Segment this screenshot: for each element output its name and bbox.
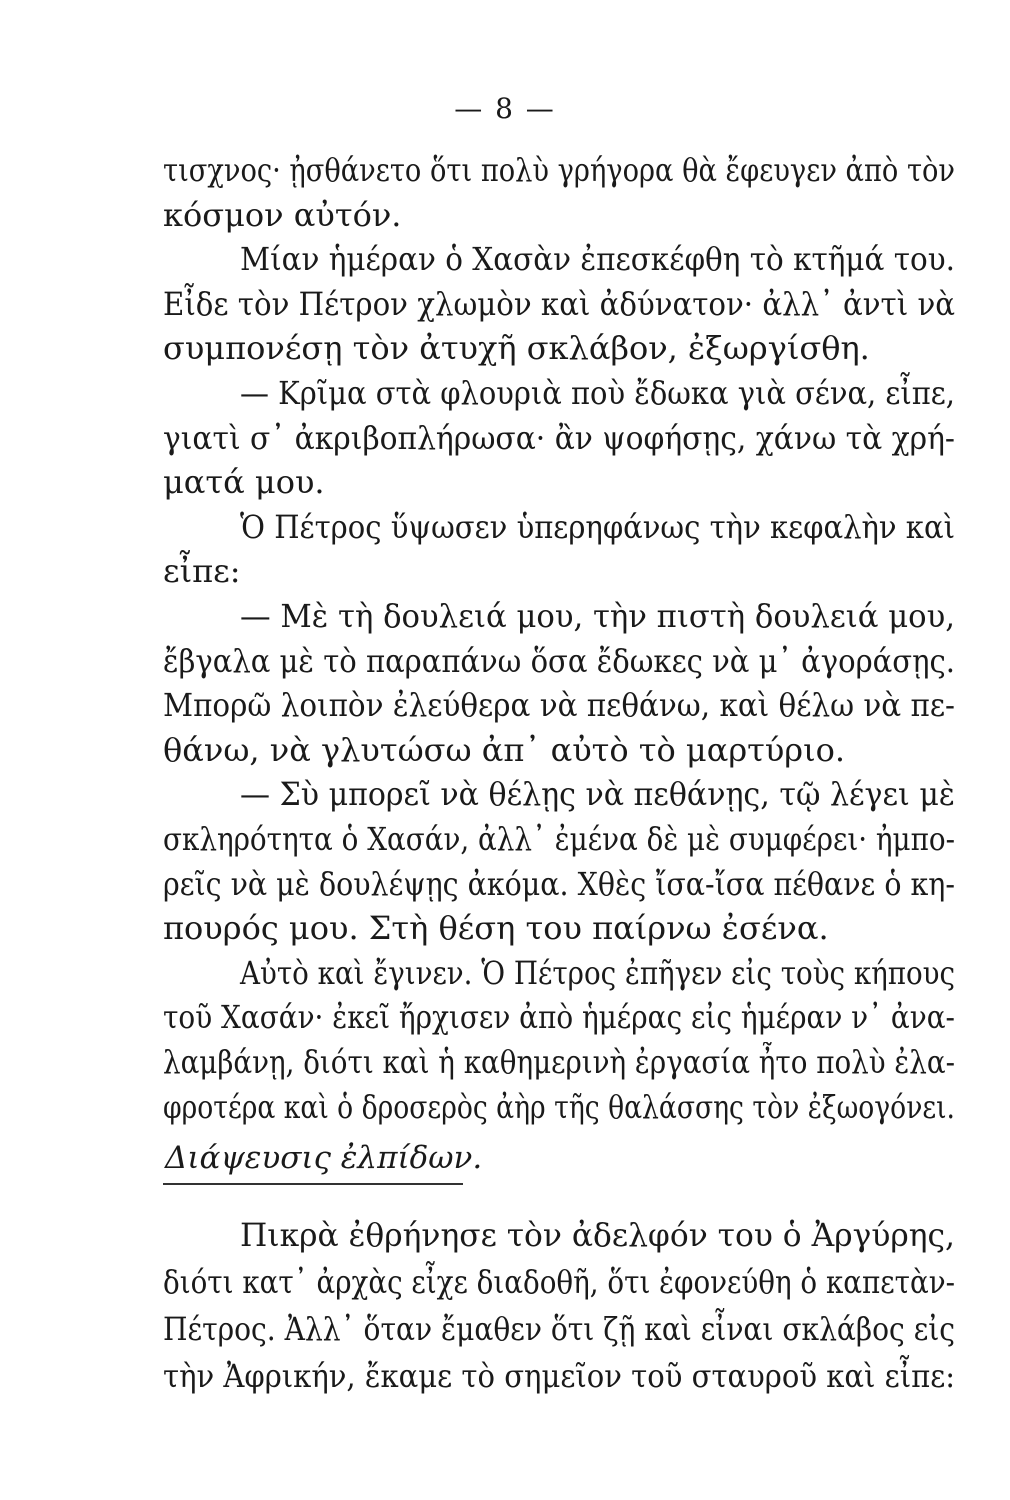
text-line: ματά μου. — [163, 463, 325, 502]
text-line: σκληρότητα ὁ Χασάν, ἀλλ᾽ ἐμένα δὲ μὲ συμφέρει· ἠμπο- — [163, 820, 955, 858]
text-line: συμπονέσῃ τὸν ἀτυχῆ σκλάβον, ἐξωργίσθη. — [163, 329, 870, 368]
text-line: τισχνος· ᾐσθάνετο ὅτι πολὺ γρήγορα θὰ ἔφευγεν ἀπὸ τὸν — [163, 151, 955, 189]
text-line: Μίαν ἡμέραν ὁ Χασὰν ἐπεσκέφθη τὸ κτῆμά του. — [240, 240, 956, 279]
text-line: διότι κατ᾽ ἀρχὰς εἶχε διαδοθῆ, ὅτι ἐφονεύθη ὁ καπετὰν- — [163, 1263, 955, 1301]
heading-underline — [163, 1183, 463, 1185]
text-line: ἔβγαλα μὲ τὸ παραπάνω ὅσα ἔδωκες νὰ μ᾽ ἀγοράσῃς. — [163, 641, 955, 680]
text-line: τὴν Ἀφρικήν, ἔκαμε τὸ σημεῖον τοῦ σταυροῦ καὶ εἶπε: — [163, 1357, 956, 1395]
section-heading: Διάψευσις ἐλπίδων. — [165, 1140, 483, 1176]
text-line: Ὁ Πέτρος ὕψωσεν ὑπερηφάνως τὴν κεφαλὴν καὶ — [240, 507, 955, 546]
text-line: εἶπε: — [163, 552, 241, 591]
text-line: Μπορῶ λοιπὸν ἐλεύθερα νὰ πεθάνω, καὶ θέλω νὰ πε- — [163, 686, 955, 725]
text-line: γιατὶ σ᾽ ἀκριβοπλήρωσα· ἂν ψοφήσῃς, χάνω τὰ χρή- — [163, 418, 955, 457]
text-line: φροτέρα καὶ ὁ δροσερὸς ἀὴρ τῆς θαλάσσης τὸν ἐξωογόνει. — [163, 1087, 955, 1126]
text-line: τοῦ Χασάν· ἐκεῖ ἤρχισεν ἀπὸ ἡμέρας εἰς ἡμέραν ν᾽ ἀνα- — [163, 998, 955, 1037]
text-line: Αὐτὸ καὶ ἔγινεν. Ὁ Πέτρος ἐπῆγεν εἰς τοὺς κήπους — [240, 953, 955, 992]
text-line: ρεῖς νὰ μὲ δουλέψῃς ἀκόμα. Χθὲς ἴσα-ἴσα πέθανε ὁ κη- — [163, 864, 955, 903]
text-line: — Σὺ μπορεῖ νὰ θέλῃς νὰ πεθάνῃς, τῷ λέγει μὲ — [240, 775, 955, 814]
text-line: κόσμον αὐτόν. — [163, 195, 402, 234]
text-line: — Μὲ τὴ δουλειά μου, τὴν πιστὴ δουλειά μου, — [240, 597, 955, 635]
text-line: Εἶδε τὸν Πέτρον χλωμὸν καὶ ἀδύνατον· ἀλλ᾽ ἀντὶ νὰ — [163, 284, 955, 323]
text-line: Πικρὰ ἐθρήνησε τὸν ἀδελφόν του ὁ Ἀργύρης, — [240, 1216, 955, 1254]
page-number: — 8 — — [454, 92, 556, 125]
text-line: Πέτρος. Ἀλλ᾽ ὅταν ἔμαθεν ὅτι ζῇ καὶ εἶναι σκλάβος εἰς — [163, 1310, 956, 1348]
text-line: — Κρῖμα στὰ φλουριὰ ποὺ ἔδωκα γιὰ σένα, εἶπε, — [240, 374, 955, 412]
text-line: θάνω, νὰ γλυτώσω ἀπ᾽ αὐτὸ τὸ μαρτύριο. — [163, 730, 846, 769]
text-line: πουρός μου. Στὴ θέση του παίρνω ἐσένα. — [163, 909, 829, 948]
text-line: λαμβάνῃ, διότι καὶ ἡ καθημερινὴ ἐργασία ἦτο πολὺ ἐλα- — [163, 1043, 955, 1081]
